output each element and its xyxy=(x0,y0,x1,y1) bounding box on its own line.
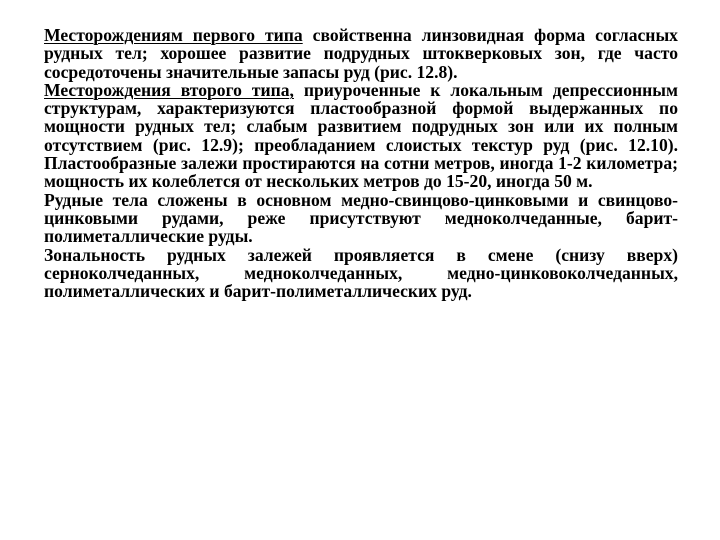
text-block xyxy=(44,26,678,300)
paragraph-second-type xyxy=(44,81,678,191)
paragraph-second-type-text: приуроченные к локальным депрессионным структурам, характеризуются пластообразной формой выдержанных по мощности рудных тел; слабым развитием подрудных зон или их полным отсутствием (рис. 12.9); преобладанием слоистых текстур руд (рис. 12.10). Пластообразные залежи простираются на сотни метров, иногда 1-2 километра; мощность их колеблется от нескольких метров до 15-20, иногда 50 м. xyxy=(44,79,678,192)
paragraph-first-type-text: свойственна линзовидная форма согласных рудных тел; хорошее развитие подрудных штокверковых зон, где часто сосредоточены значительные запасы руд (рис. 12.8). xyxy=(44,25,678,82)
paragraph-ore-composition xyxy=(44,191,678,246)
paragraph-zonality xyxy=(44,246,678,301)
paragraph-zonality-text: Зональность рудных залежей проявляется в смене (снизу вверх) серноколчеданных, медноколчеданных, медно-цинковоколчеданных, полиметаллических и барит-полиметаллических руд. xyxy=(44,244,678,302)
heading-first-type: Месторождениям первого типа xyxy=(44,25,303,45)
paragraph-first-type xyxy=(44,26,678,81)
paragraph-ore-composition-text: Рудные тела сложены в основном медно-свинцово-цинковыми и свинцово-цинковыми рудами, реже присутствуют медноколчеданные, барит-полиметаллические руды. xyxy=(44,189,678,247)
heading-second-type: Месторождения второго типа, xyxy=(44,79,294,100)
